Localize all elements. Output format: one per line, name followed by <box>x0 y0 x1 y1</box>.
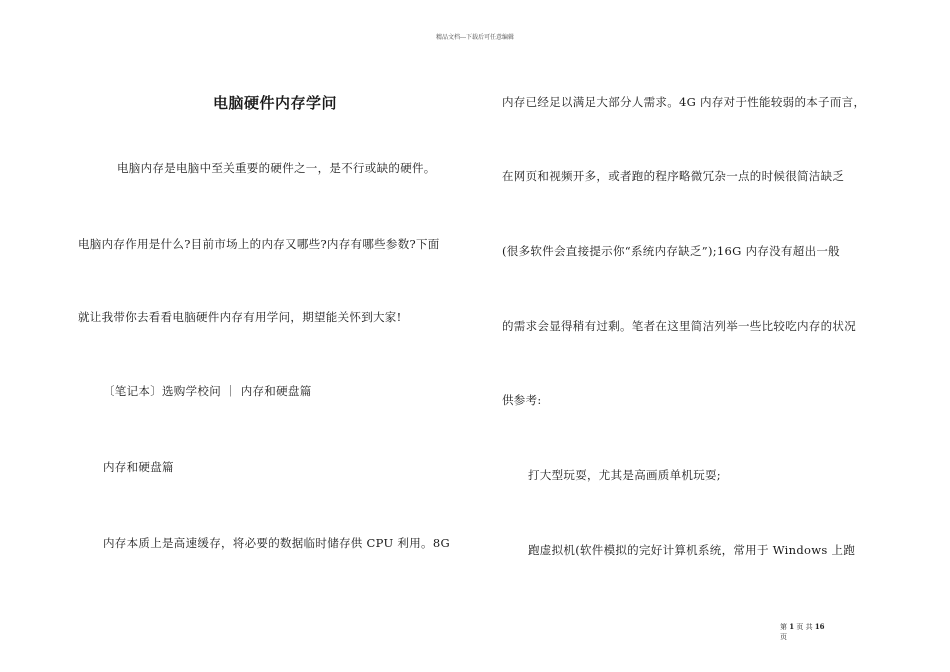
body-line: 就让我带你去看看电脑硬件内存有用学问，期望能关怀到大家! <box>78 310 402 324</box>
page-suffix: 页 <box>780 633 787 641</box>
document-title: 电脑硬件内存学问 <box>212 94 337 112</box>
body-line: 〔笔记本〕选购学校问 ｜ 内存和硬盘篇 <box>103 384 312 398</box>
body-line: 打大型玩耍，尤其是高画质单机玩耍; <box>528 468 721 482</box>
page-middle: 页 共 <box>796 623 813 631</box>
section-heading: 内存和硬盘篇 <box>103 460 174 474</box>
total-pages: 16 <box>814 622 825 631</box>
page-prefix: 第 <box>780 623 787 631</box>
body-line: 电脑内存作用是什么?目前市场上的内存又哪些?内存有哪些参数?下面 <box>78 237 440 251</box>
body-line: 的需求会显得稍有过剩。笔者在这里简洁列举一些比较吃内存的状况 <box>502 319 856 333</box>
body-line: 跑虚拟机(软件模拟的完好计算机系统，常用于 Windows 上跑 <box>528 543 856 557</box>
header-note: 精品文档---下载后可任意编辑 <box>435 34 515 41</box>
current-page: 1 <box>789 622 795 631</box>
body-line: 在网页和视频开多，或者跑的程序略微冗杂一点的时候很简洁缺乏 <box>502 169 845 183</box>
body-line: 内存本质上是高速缓存，将必要的数据临时储存供 CPU 利用。8G <box>103 536 450 550</box>
body-line: 内存已经足以满足大部分人需求。4G 内存对于性能较弱的本子而言， <box>502 95 866 109</box>
body-line: 电脑内存是电脑中至关重要的硬件之一，是不行或缺的硬件。 <box>117 161 436 175</box>
body-line: 供参考: <box>502 393 542 407</box>
page-number <box>780 622 825 642</box>
body-line: (很多软件会直接提示你“系统内存缺乏”);16G 内存没有超出一般 <box>502 244 840 258</box>
